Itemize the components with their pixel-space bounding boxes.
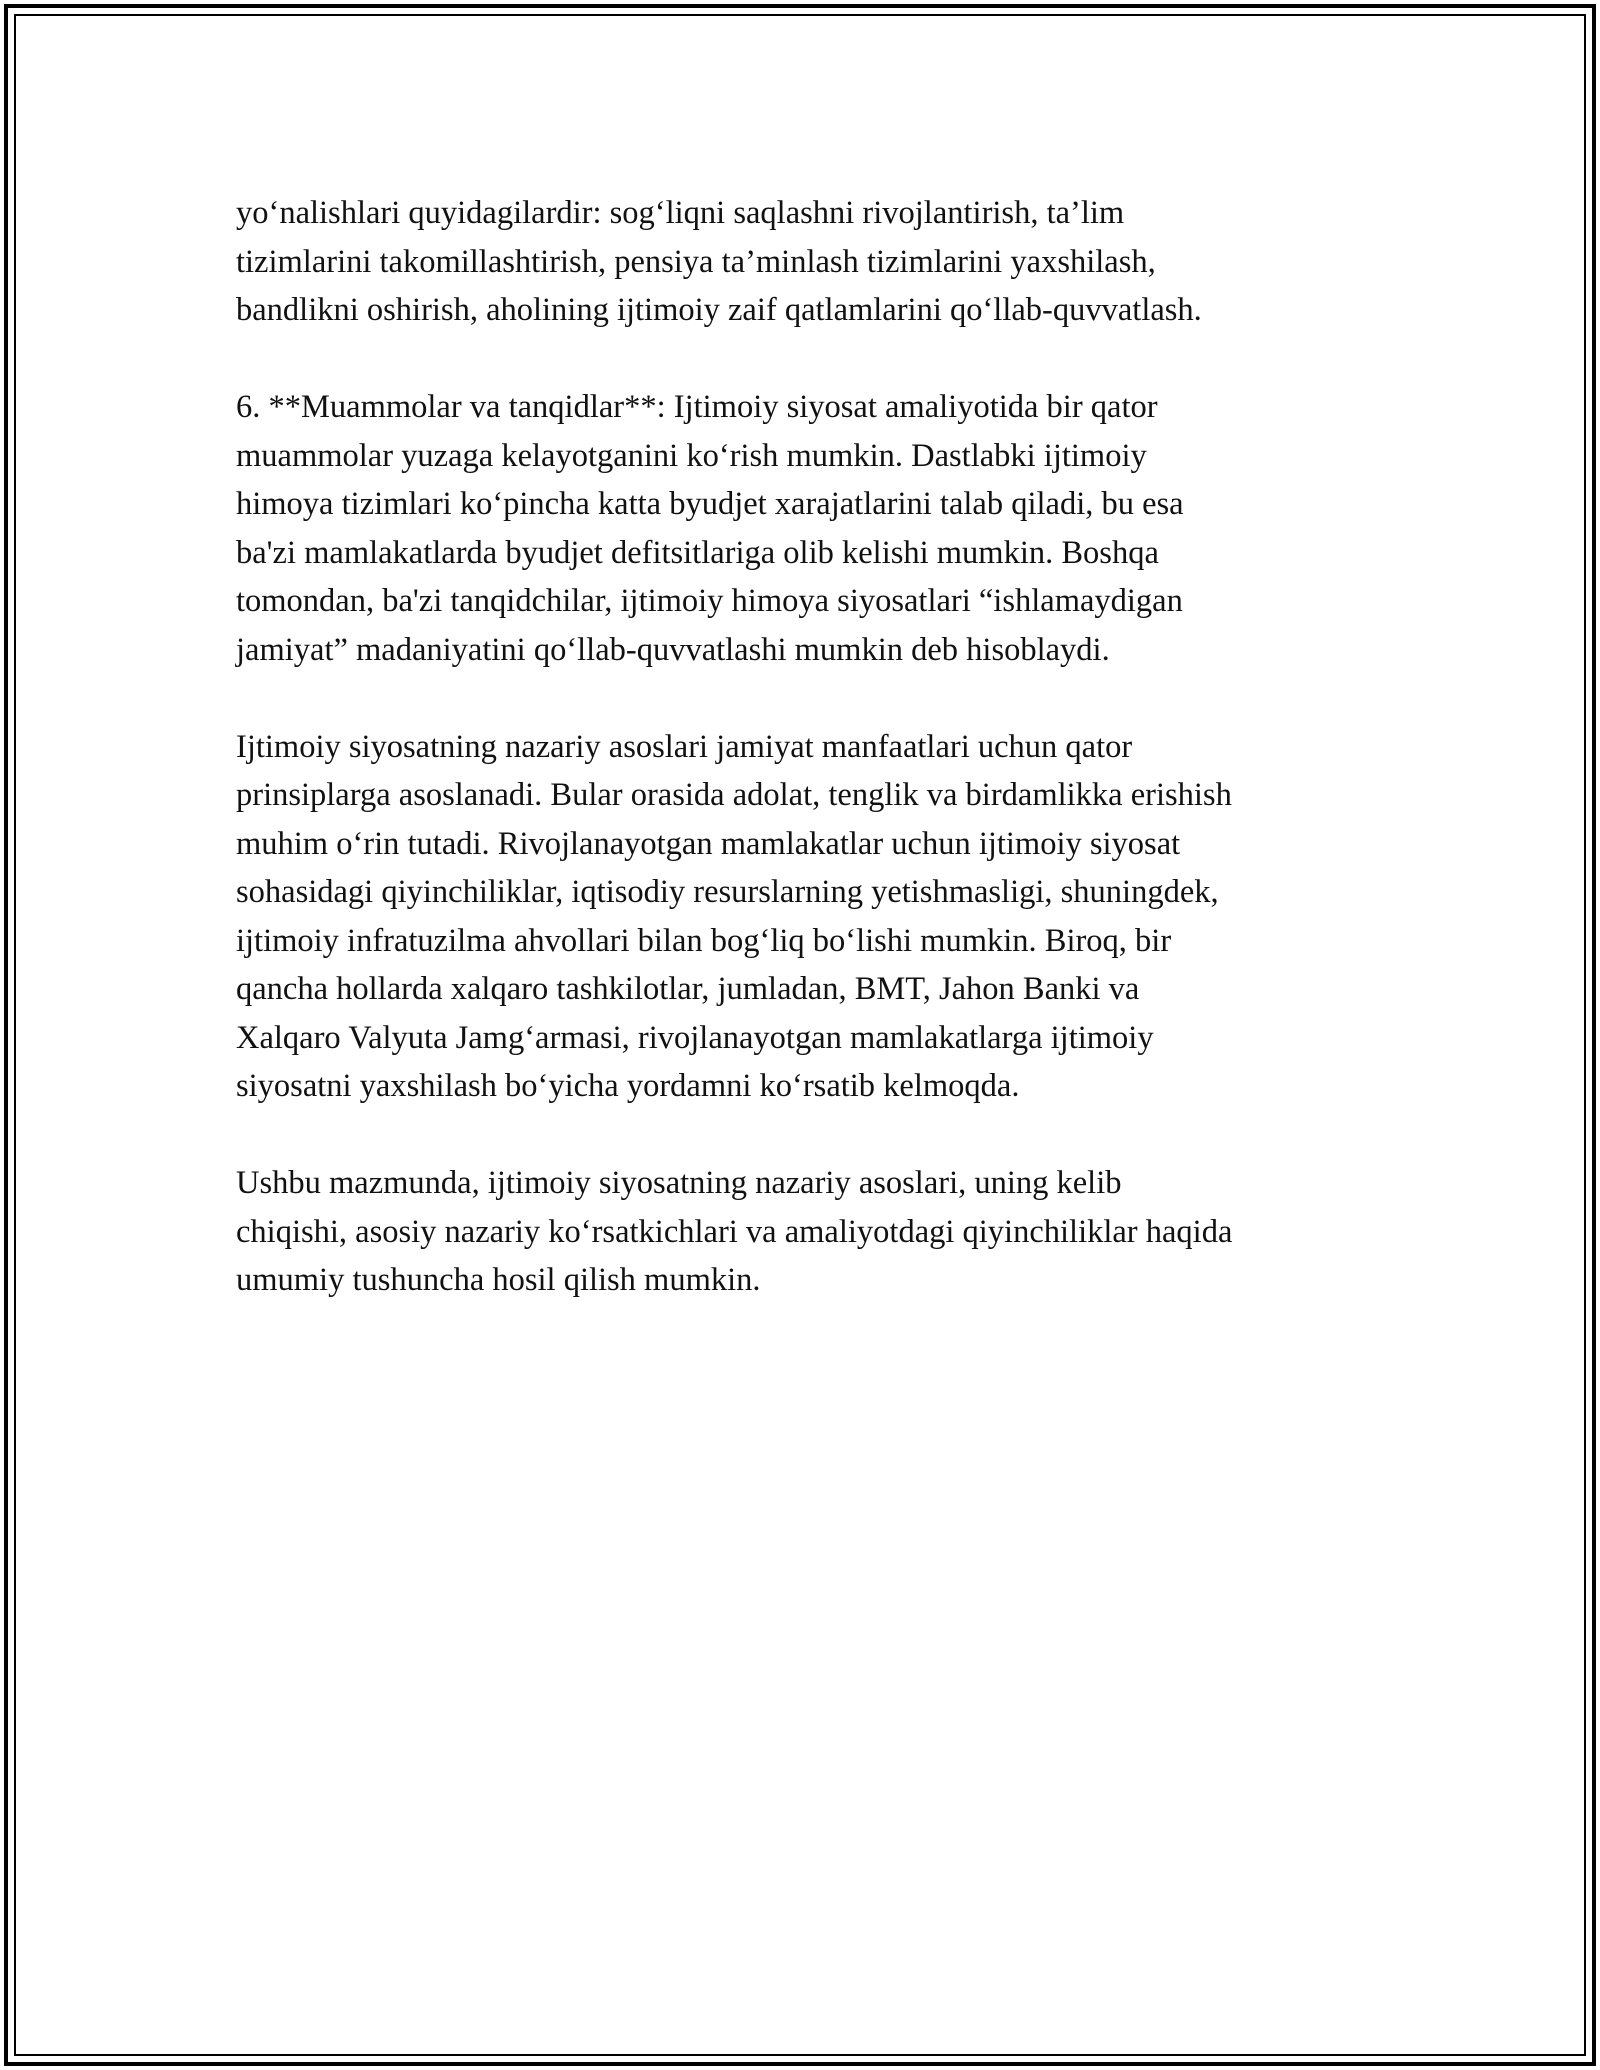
paragraph-3: [236, 723, 1396, 1111]
text-line: umumiy tushuncha hosil qilish mumkin.: [236, 1262, 761, 1298]
text-line: jamiyat” madaniyatini qo‘llab-quvvatlashi mumkin deb hisoblaydi.: [236, 631, 1110, 668]
text-line: qancha hollarda xalqaro tashkilotlar, jumladan, BMT, Jahon Banki va: [236, 971, 1140, 1007]
text-line: sohasidagi qiyinchiliklar, iqtisodiy resurslarning yetishmasligi, shuningdek,: [236, 874, 1219, 910]
text-line: tomondan, ba'zi tanqidchilar, ijtimoiy himoya siyosatlari “ishlamaydigan: [236, 583, 1183, 619]
text-line: chiqishi, asosiy nazariy ko‘rsatkichlari va amaliyotdagi qiyinchiliklar haqida: [236, 1213, 1233, 1250]
text-line: muammolar yuzaga kelayotganini ko‘rish mumkin. Dastlabki ijtimoiy: [236, 437, 1147, 474]
text-line: 6. **Muammolar va tanqidlar**: Ijtimoiy siyosat amaliyotida bir qator: [236, 389, 1158, 425]
text-line: Xalqaro Valyuta Jamg‘armasi, rivojlanayotgan mamlakatlarga ijtimoiy: [236, 1019, 1154, 1056]
text-line: ijtimoiy infratuzilma ahvollari bilan bog‘liq bo‘lishi mumkin. Biroq, bir: [236, 922, 1172, 959]
text-line: tizimlarini takomillashtirish, pensiya ta’minlash tizimlarini yaxshilash,: [236, 243, 1156, 280]
text-line: muhim o‘rin tutadi. Rivojlanayotgan mamlakatlar uchun ijtimoiy siyosat: [236, 825, 1181, 862]
text-line: Ijtimoiy siyosatning nazariy asoslari jamiyat manfaatlari uchun qator: [236, 728, 1133, 765]
paragraph-2: [236, 383, 1396, 674]
document-body: [236, 189, 1396, 1353]
text-line: bandlikni oshirish, aholining ijtimoiy zaif qatlamlarini qo‘llab-quvvatlash.: [236, 292, 1202, 328]
text-line: Ushbu mazmunda, ijtimoiy siyosatning nazariy asoslari, uning kelib: [236, 1165, 1122, 1201]
paragraph-1: [236, 189, 1396, 335]
text-line: siyosatni yaxshilash bo‘yicha yordamni ko‘rsatib kelmoqda.: [236, 1068, 1020, 1104]
text-line: himoya tizimlari ko‘pincha katta byudjet xarajatlarini talab qiladi, bu esa: [236, 486, 1184, 522]
text-line: ba'zi mamlakatlarda byudjet defitsitlariga olib kelishi mumkin. Boshqa: [236, 534, 1159, 571]
text-line: prinsiplarga asoslanadi. Bular orasida adolat, tenglik va birdamlikka erishish: [236, 777, 1232, 813]
text-line: yo‘nalishlari quyidagilardir: sog‘liqni saqlashni rivojlantirish, ta’lim: [236, 195, 1125, 231]
paragraph-4: [236, 1159, 1396, 1305]
